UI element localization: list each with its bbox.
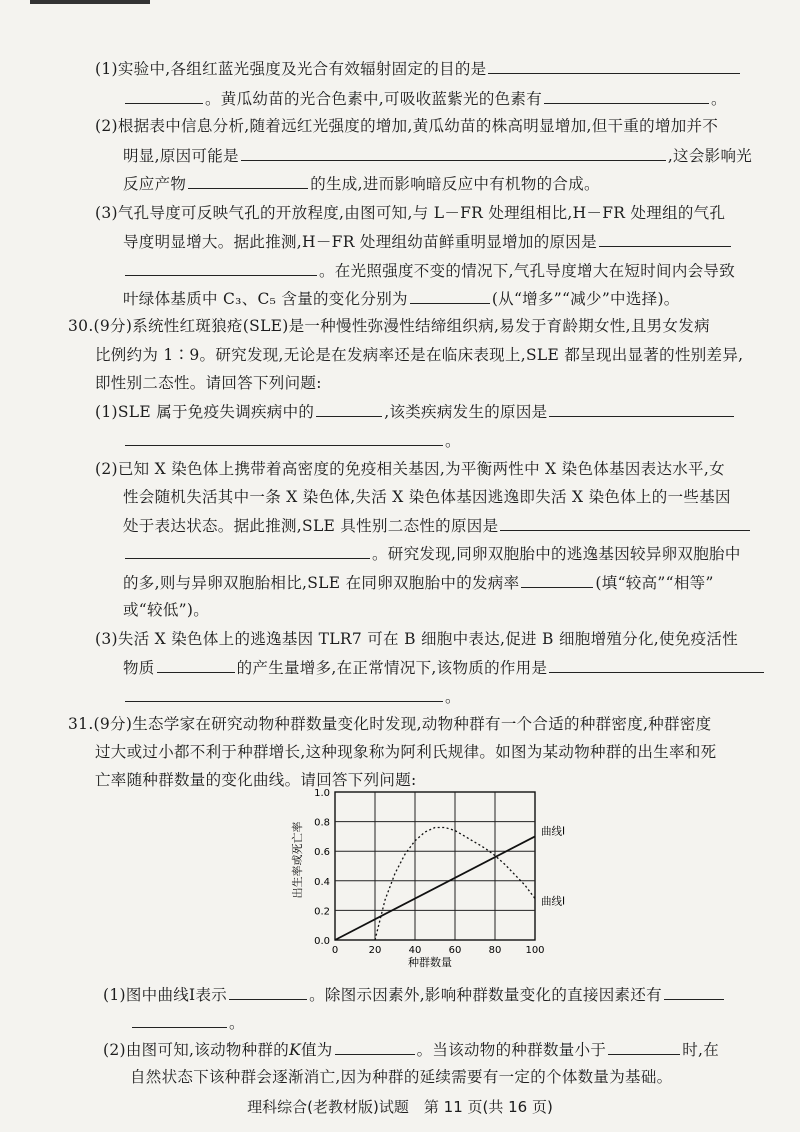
q31-stem-line1 — [68, 714, 711, 734]
q29-part3-line2 — [123, 231, 733, 252]
q30-part1-line1 — [95, 401, 736, 422]
chart-curve-labels — [541, 824, 565, 907]
q31-part1-line1 — [103, 984, 726, 1005]
answer-blank[interactable] — [335, 1039, 415, 1055]
q29-part3-line3 — [123, 260, 735, 281]
answer-blank[interactable] — [544, 88, 709, 104]
chart-grid — [335, 792, 535, 940]
plot-frame — [335, 792, 535, 940]
q30-part2-line6 — [123, 600, 209, 620]
answer-blank[interactable] — [241, 145, 666, 161]
y-tick-label: 0.6 — [314, 847, 330, 859]
q30-p3-text-b: 物质 — [123, 659, 155, 677]
answer-blank[interactable] — [125, 686, 443, 702]
q31-part2-line1 — [103, 1039, 719, 1060]
answer-blank[interactable] — [500, 515, 750, 531]
curve-1-label: 曲线Ⅰ — [541, 825, 565, 838]
answer-blank[interactable] — [229, 984, 307, 1000]
y-axis-label: 出生率或死亡率 — [291, 821, 304, 899]
q29-p2-text-d: 反应产物 — [123, 175, 187, 193]
q30-part2-line3 — [123, 515, 752, 536]
q31-part1-line2 — [130, 1012, 245, 1033]
x-tick-label: 80 — [488, 945, 502, 956]
q31-head-c: 亡率随种群数量的变化曲线。请回答下列问题: — [95, 771, 417, 789]
x-tick-label: 60 — [448, 945, 462, 956]
q29-p3-text-e: (从“增多”“减少”中选择)。 — [491, 290, 680, 308]
q30-p1-text-a: (1)SLE 属于免疫失调疾病中的 — [95, 403, 315, 421]
q30-p2-text-g: 或“较低”)。 — [123, 601, 209, 619]
q31-p2-text-c: 。当该动物的种群数量小于 — [416, 1041, 607, 1059]
y-tick-label: 0.8 — [314, 817, 330, 829]
x-axis-label: 种群数量 — [408, 956, 452, 969]
chart-series — [335, 828, 535, 941]
q29-part2-line3 — [123, 173, 600, 194]
answer-blank[interactable] — [125, 88, 203, 104]
q29-part2-line2 — [123, 145, 752, 166]
y-tick-label: 0.4 — [314, 876, 330, 888]
answer-blank[interactable] — [125, 430, 443, 446]
q29-p2-text-c: ,这会影响光 — [667, 147, 753, 165]
q30-p3-text-c: 的产生量增多,在正常情况下,该物质的作用是 — [236, 659, 548, 677]
q30-head-c: 即性别二态性。请回答下列问题: — [95, 374, 322, 392]
page-footer — [0, 1096, 800, 1117]
q30-part3-line3 — [123, 686, 461, 707]
q29-part3-line4 — [123, 288, 680, 309]
q29-part1-line1 — [95, 58, 742, 79]
chart-svg — [285, 780, 565, 970]
q29-p1-text-b: 。黄瓜幼苗的光合色素中,可吸收蓝紫光的色素有 — [205, 90, 543, 108]
q29-p2-text-e: 的生成,进而影响暗反应中有机物的合成。 — [310, 175, 600, 193]
answer-blank[interactable] — [521, 572, 593, 588]
scan-edge-mark — [30, 0, 150, 4]
q30-p3-text-a: (3)失活 X 染色体上的逃逸基因 TLR7 可在 B 细胞中表达,促进 B 细胞增殖分化,使免疫活性 — [95, 630, 739, 648]
answer-blank[interactable] — [549, 401, 734, 417]
q31-p1-text-a: (1)图中曲线Ⅰ表示 — [103, 986, 228, 1004]
y-tick-label: 0.2 — [314, 906, 330, 918]
x-tick-label: 40 — [408, 945, 422, 956]
q29-part2-line1 — [95, 116, 718, 136]
answer-blank[interactable] — [188, 173, 308, 189]
q29-p3-text-d: 叶绿体基质中 C₃、C₅ 含量的变化分别为 — [123, 290, 408, 308]
q30-part2-line1 — [95, 459, 725, 479]
q29-p1-text-a: (1)实验中,各组红蓝光强度及光合有效辐射固定的目的是 — [95, 60, 487, 78]
q30-part2-line5 — [123, 572, 714, 593]
chart-ticks — [314, 788, 544, 956]
q30-stem-line2 — [95, 345, 743, 365]
q31-p2-text-e: 自然状态下该种群会逐渐消亡,因为种群的延续需要有一定的个体数量为基础。 — [130, 1068, 673, 1086]
q30-p2-text-e: 的多,则与异卵双胞胎相比,SLE 在同卵双胞胎中的发病率 — [123, 574, 520, 592]
q29-p3-text-a: (3)气孔导度可反映气孔的开放程度,由图可知,与 L－FR 处理组相比,H－FR 处理组的气孔 — [95, 204, 726, 222]
q29-p2-text-b: 明显,原因可能是 — [123, 147, 239, 165]
answer-blank[interactable] — [125, 260, 317, 276]
q31-part2-line2 — [130, 1067, 672, 1087]
q30-p2-text-c: 处于表达状态。据此推测,SLE 具性别二态性的原因是 — [123, 517, 499, 535]
answer-blank[interactable] — [549, 657, 764, 673]
q30-part2-line4 — [123, 543, 741, 564]
answer-blank[interactable] — [125, 543, 370, 559]
q29-part3-line1 — [95, 203, 725, 223]
q29-p3-text-c: 。在光照强度不变的情况下,气孔导度增大在短时间内会导致 — [319, 262, 736, 280]
y-tick-label: 0.0 — [314, 936, 330, 947]
y-tick-label: 1.0 — [314, 788, 330, 799]
q30-p2-text-a: (2)已知 X 染色体上携带着高密度的免疫相关基因,为平衡两性中 X 染色体基因表达水平,女 — [95, 460, 725, 478]
footer-text: 理科综合(老教材版)试题 第 11 页(共 16 页) — [247, 1098, 553, 1116]
q29-p1-text-c: 。 — [711, 90, 727, 108]
q31-head-a: 31.(9分)生态学家在研究动物种群数量变化时发现,动物种群有一个合适的种群密度,种群密度 — [68, 715, 712, 733]
curve-2-label: 曲线Ⅱ — [541, 895, 565, 908]
q30-part2-line2 — [123, 487, 731, 507]
q30-stem-line3 — [95, 373, 322, 393]
q30-head-a: 30.(9分)系统性红斑狼疮(SLE)是一种慢性弥漫性结缔组织病,易发于育龄期女性,且男女发病 — [68, 317, 710, 335]
answer-blank[interactable] — [132, 1012, 227, 1028]
answer-blank[interactable] — [599, 231, 731, 247]
answer-blank[interactable] — [157, 657, 235, 673]
q30-part3-line2 — [123, 657, 766, 678]
q30-p2-text-b: 性会随机失活其中一条 X 染色体,失活 X 染色体基因逃逸即失活 X 染色体上的一些基因 — [123, 488, 731, 506]
x-tick-label: 100 — [525, 945, 545, 956]
curve-1-line — [335, 836, 535, 940]
q31-p2-text-a: (2)由图可知,该动物种群的 — [103, 1041, 290, 1059]
q30-p2-text-d: 。研究发现,同卵双胞胎中的逃逸基因较异卵双胞胎中 — [372, 545, 741, 563]
q30-p3-text-d: 。 — [445, 688, 461, 706]
q31-p1-text-b: 。除图示因素外,影响种群数量变化的直接因素还有 — [309, 986, 662, 1004]
answer-blank[interactable] — [316, 401, 382, 417]
birth-death-rate-chart — [285, 780, 565, 970]
q30-part3-line1 — [95, 629, 738, 649]
q29-p2-text-a: (2)根据表中信息分析,随着远红光强度的增加,黄瓜幼苗的株高明显增加,但干重的增加并不 — [95, 117, 719, 135]
q30-stem-line1 — [68, 316, 710, 336]
answer-blank[interactable] — [488, 58, 740, 74]
q30-head-b: 比例约为 1∶9。研究发现,无论是在发病率还是在临床表现上,SLE 都呈现出显著的性别差异, — [95, 346, 744, 364]
answer-blank[interactable] — [664, 984, 724, 1000]
q31-k-symbol: K — [289, 1041, 301, 1059]
q30-p2-text-f: (填“较高”“相等” — [595, 574, 714, 592]
q29-part1-line2 — [123, 88, 727, 109]
x-tick-label: 0 — [331, 945, 339, 956]
answer-blank[interactable] — [608, 1039, 680, 1055]
q30-p1-text-c: 。 — [445, 432, 461, 450]
q30-part1-line2 — [123, 430, 461, 451]
q31-p2-text-d: 时,在 — [682, 1041, 720, 1059]
q30-p1-text-b: ,该类疾病发生的原因是 — [384, 403, 548, 421]
x-tick-label: 20 — [368, 945, 382, 956]
q29-p3-text-b: 导度明显增大。据此推测,H－FR 处理组幼苗鲜重明显增加的原因是 — [123, 233, 597, 251]
q31-stem-line2 — [95, 742, 716, 762]
q31-p1-text-c: 。 — [229, 1014, 245, 1032]
q31-head-b: 过大或过小都不利于种群增长,这种现象称为阿利氏规律。如图为某动物种群的出生率和死 — [95, 743, 717, 761]
answer-blank[interactable] — [410, 288, 490, 304]
q31-p2-text-b: 值为 — [300, 1041, 333, 1059]
